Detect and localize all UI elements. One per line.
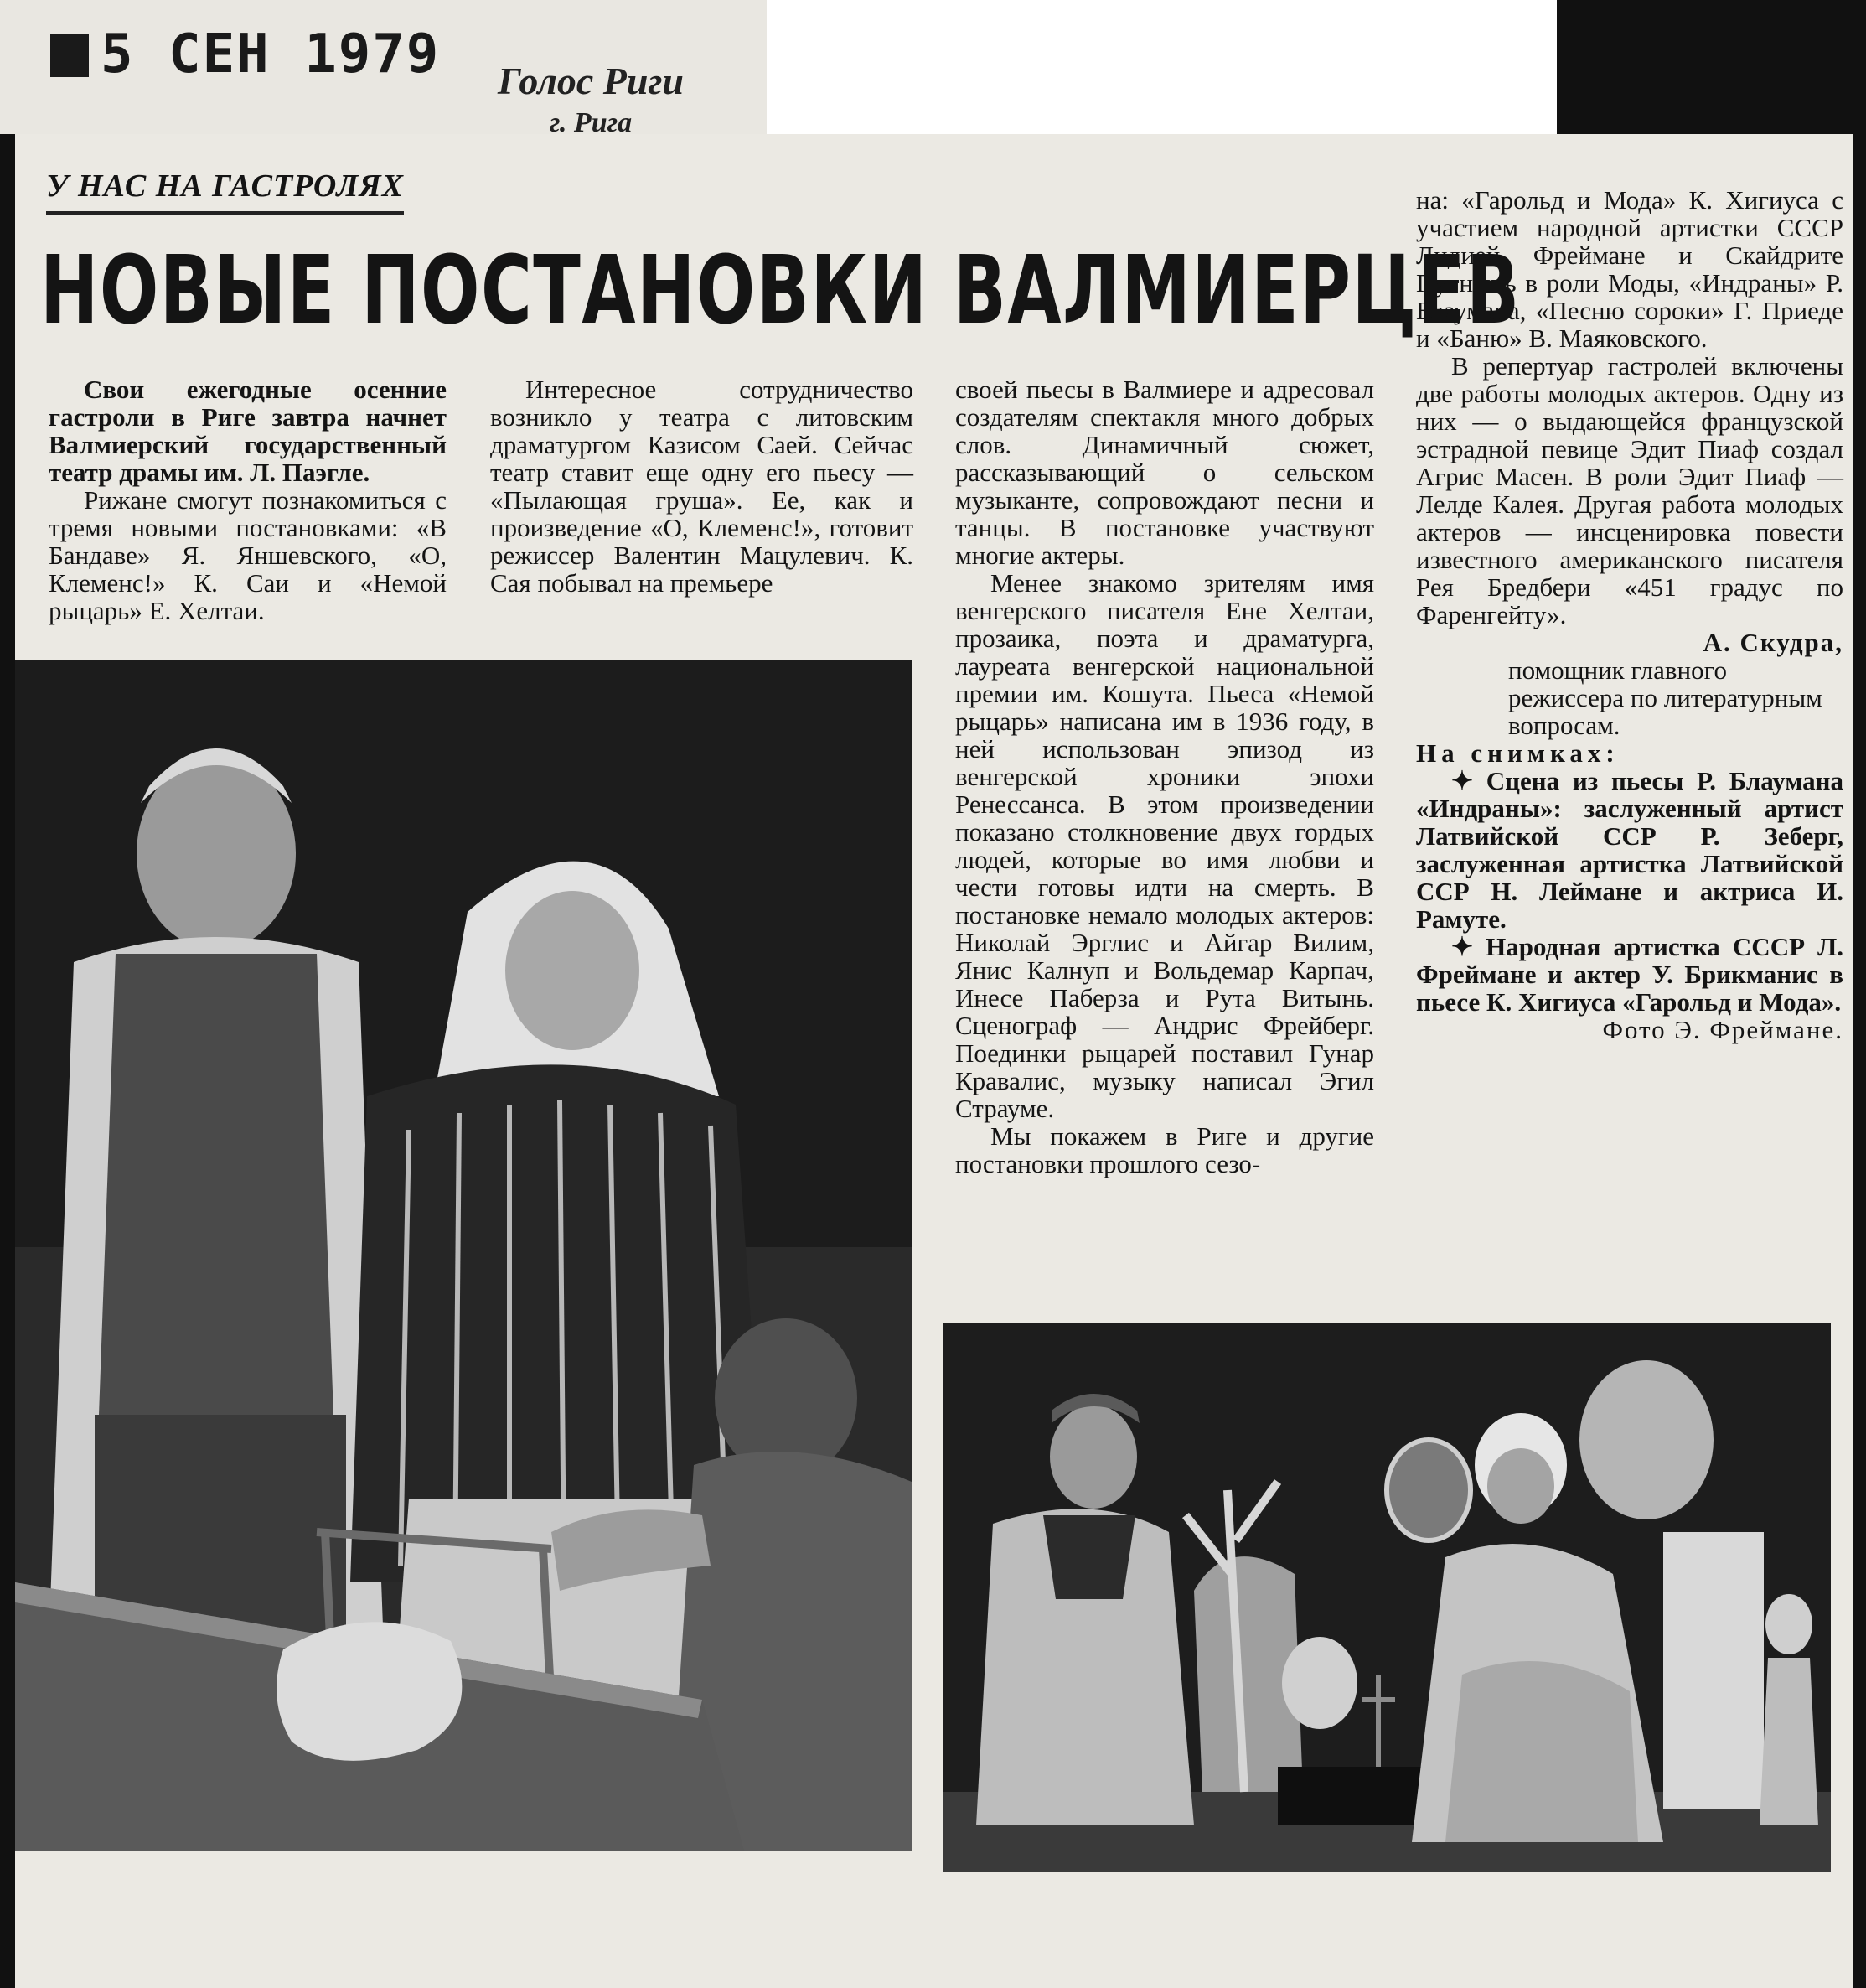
photo-harold-and-maude	[943, 1323, 1831, 1872]
paragraph-2: Интересное сотрудничество возникло у театра с литовским драматургом Казисом Саей. Сейчас театр ставит еще одну его пьесу — «Пылающая груша». Ее, как и произведение «О, Клеменс!», готовит режиссер Валентин Мацулевич. К. Сая побывал на премьере	[490, 375, 913, 598]
scan-border-top	[1557, 0, 1866, 138]
photo-credit: Фото Э. Фреймане.	[1602, 1015, 1843, 1044]
rubric: У НАС НА ГАСТРОЛЯХ	[46, 168, 404, 215]
paragraph-6: на: «Гарольд и Мода» К. Хигиуса с участием народной артистки СССР Лидией Фреймане и Скайдрите Путнынь в роли Моды, «Индраны» Р. Блаумана, «Песню сороки» Г. Приеде и «Баню» В. Маяковского.	[1416, 185, 1843, 353]
paragraph-5: Мы покажем в Риге и другие постановки прошлого сезо-	[955, 1121, 1374, 1178]
newspaper-name: Голос Риги	[497, 60, 685, 102]
photo-harold-maude-illustration	[943, 1323, 1831, 1872]
caption-2: ✦ Народная артистка СССР Л. Фреймане и актер У. Брикманис в пьесе К. Хигиуса «Гарольд и Мода».	[1416, 932, 1843, 1017]
scan-border-left	[0, 134, 15, 1988]
author-role: помощник главного режиссера по литературным вопросам.	[1508, 655, 1822, 740]
captions-heading: На снимках:	[1416, 738, 1620, 768]
lead-paragraph: Свои ежегодные осенние гастроли в Риге завтра начнет Валмиерский государственный театр драмы им. Л. Паэгле.	[49, 375, 447, 487]
caption-1: ✦ Сцена из пьесы Р. Блаумана «Индраны»: заслуженный артист Латвийской ССР Р. Зеберг, заслуженная артистка Латвийской ССР Н. Леймане и актриса И. Рамуте.	[1416, 766, 1843, 934]
photo-indrany-scene	[15, 660, 912, 1851]
photo-indrany-illustration	[15, 660, 912, 1851]
newspaper-city: г. Рига	[549, 107, 633, 138]
paragraph-7: В репертуар гастролей включены две работы молодых актеров. Одну из них — о выдающейся французской эстрадной певице Эдит Пиаф создал Агрис Масен. В роли Эдит Пиаф — Лелде Калея. Другая работа молодых актеров — инсценировка повести известного американского писателя Рея Бредбери «451 градус по Фаренгейту».	[1416, 351, 1843, 629]
column-1	[49, 375, 447, 624]
column-2	[490, 375, 913, 597]
column-4	[1416, 186, 1843, 1043]
paragraph-4: Менее знакомо зрителям имя венгерского писателя Ене Хелтаи, прозаика, поэта и драматурга, лауреата венгерской национальной премии им. Кошута. Пьеса «Немой рыцарь» написана им в 1936 году, в ней использован эпизод из венгерской хроники эпохи Ренессанса. В этом произведении показано столкновение двух гордых людей, которые во имя любви и чести готовы идти на смерть. В постановке немало молодых актеров: Николай Эрглис и Айгар Вилим, Янис Калнуп и Вольдемар Карпач, Инесе Паберза и Рута Витынь. Сценограф — Андрис Фрейберг. Поединки рыцарей поставил Гунар Кравалис, музыку написал Эгил Страуме.	[955, 568, 1374, 1123]
column-3	[955, 375, 1374, 1178]
author-name: А. Скудра,	[1703, 628, 1843, 657]
blank-area	[767, 0, 1557, 138]
date-stamp	[50, 23, 440, 85]
stamp-date: 5 СЕН 1979	[101, 23, 441, 85]
paragraph-3: своей пьесы в Валмиере и адресовал создателям спектакля много добрых слов. Динамичный сюжет, рассказывающий о сельском музыканте, сопровождают песни и танцы. В постановке участвуют многие актеры.	[955, 375, 1374, 570]
stamp-mark-icon	[50, 34, 89, 77]
headline: НОВЫЕ ПОСТАНОВКИ ВАЛМИЕРЦЕВ	[40, 236, 1521, 345]
scan-border-right	[1853, 134, 1866, 1988]
paragraph-1: Рижане смогут познакомиться с тремя новыми постановками: «В Бандаве» Я. Яншевского, «О, Клеменс!» К. Саи и «Немой рыцарь» Е. Хелтаи.	[49, 485, 447, 625]
